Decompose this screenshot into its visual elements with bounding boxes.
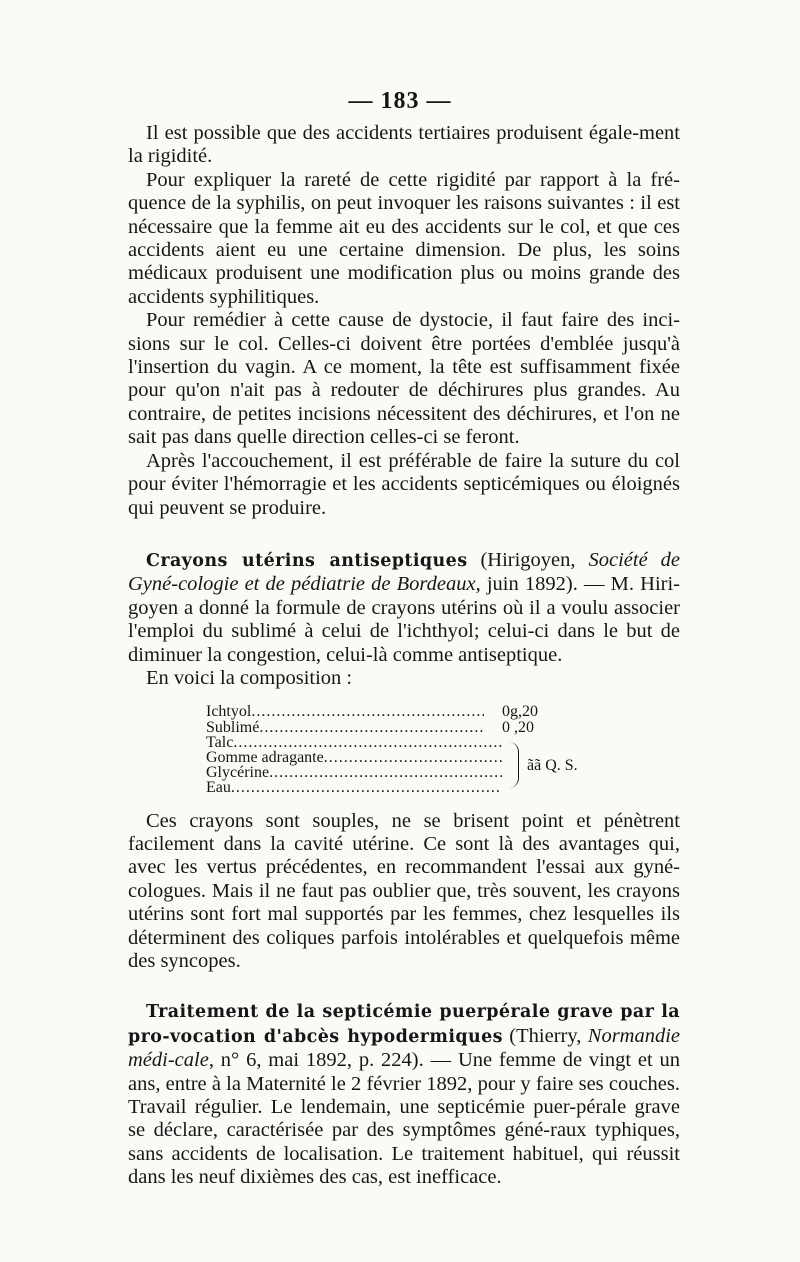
recipe-row <box>206 780 502 795</box>
paragraph-suture: Après l'accouchement, il est préférable de faire la suture du col pour éviter l'hémorragie et les accidents septicémiques ou éloignés qui peuvent se produire. <box>128 449 680 519</box>
journal-title: Normandie médi-cale <box>128 1024 681 1072</box>
paragraph-rarity: Pour expliquer la rareté de cette rigidité par rapport à la fré-quence de la syphilis, on peut invoquer les raisons suivantes : il est nécessaire que la femme ait eu des accidents sur le col, et que ces accidents aient eu une certaine dimension. De plus, les soins médicaux produisent une modification plus ou moins grande des accidents syphilitiques. <box>128 168 680 308</box>
ingredient-name: Ichtyol <box>206 703 252 721</box>
section-crayons <box>128 549 680 667</box>
section-heading-crayons: Crayons utérins antiseptiques <box>146 550 468 571</box>
ingredient-name: Gomme adragante <box>206 748 324 766</box>
ingredient-name: Eau <box>206 779 231 797</box>
recipe-table <box>206 704 606 795</box>
paragraph-crayons-properties: Ces crayons sont souples, ne se brisent point et pénètrent facilement dans la cavité utérine. Ce sont là des avantages qui, avec les vertus précédentes, en recommandent l'essai aux gyné-cologues. Mais il ne faut pas oublier que, très souvent, les crayons utérins sont fort mal supportés par les femmes, chez lesquelles ils déterminent des coliques parfois intolérables et quelquefois même des syncopes. <box>128 809 680 972</box>
leader-dots <box>324 750 502 765</box>
paragraph-remedy: Pour remédier à cette cause de dystocie, il faut faire des inci-sions sur le col. Celles-ci doivent être portées d'emblée jusqu'à l'insertion du vagin. A ce moment, la tête est suffisamment fixée pour qu'on n'ait pas à redouter de déchirures plus grandes. Au contraire, de petites incisions nécessitent des déchirures, et l'on ne sait pas dans quelle direction celles-ci se feront. <box>128 309 680 449</box>
reference-open: (Thierry, <box>502 1024 588 1047</box>
section-gap <box>128 520 680 549</box>
ingredient-name: Glycérine <box>206 764 270 782</box>
section-heading-septicemie: Traitement de la septicémie puerpérale grave par la pro-vocation d'abcès hypodermiques <box>128 1002 680 1047</box>
leader-dots <box>269 765 502 780</box>
ingredient-quantity: 0 ,20 <box>502 718 534 736</box>
group-quantity: ãã Q. S. <box>527 756 578 774</box>
page-body <box>128 122 680 1190</box>
leader-dots <box>259 720 484 735</box>
journal-title: Société de Gyné-cologie et de pédiatrie de Bordeaux <box>128 548 680 596</box>
recipe-row <box>206 720 588 735</box>
recipe-row <box>206 750 502 765</box>
ingredient-quantity: 0g,20 <box>502 703 538 721</box>
recipe-row <box>206 765 502 780</box>
brace <box>504 742 519 788</box>
composition-intro: En voici la composition : <box>146 666 353 689</box>
recipe-row <box>206 735 502 750</box>
page-number: — 183 — <box>348 88 452 114</box>
section-gap <box>128 973 680 1000</box>
reference-text: , n° 6, mai 1892, p. 224). — Une femme de vingt et un ans, entre à la Maternité le 2 février 1892, pour y faire ses couches. Travail régulier. Le lendemain, une septicémie puer-pérale grave se déclare, caractérisée par des symptômes géné-raux typhiques, sans accidents de localisation. Le traitement habituel, qui réussit dans les neuf dixièmes des cas, est inefficace. <box>128 1049 680 1189</box>
leader-dots <box>231 780 502 795</box>
recipe-group <box>206 735 606 796</box>
section-septicemie <box>128 1000 680 1189</box>
leader-dots <box>251 704 484 719</box>
ingredient-name: Talc <box>206 733 234 751</box>
recipe-group-rows <box>206 735 502 796</box>
paragraph-tertiary: Il est possible que des accidents tertiaires produisent égale-ment la rigidité. <box>128 122 680 168</box>
reference-text: , juin 1892). — M. Hiri-goyen a donné la formule de crayons utérins où il a voulu associer l'emploi du sublimé à celui de l'ichthyol; celui-ci dans le but de diminuer la congestion, celui-là comme antiseptique. <box>128 573 680 666</box>
ingredient-name: Sublimé <box>206 718 260 736</box>
recipe-row <box>206 704 588 719</box>
leader-dots <box>233 735 502 750</box>
reference-open: (Hirigoyen, <box>467 548 589 571</box>
